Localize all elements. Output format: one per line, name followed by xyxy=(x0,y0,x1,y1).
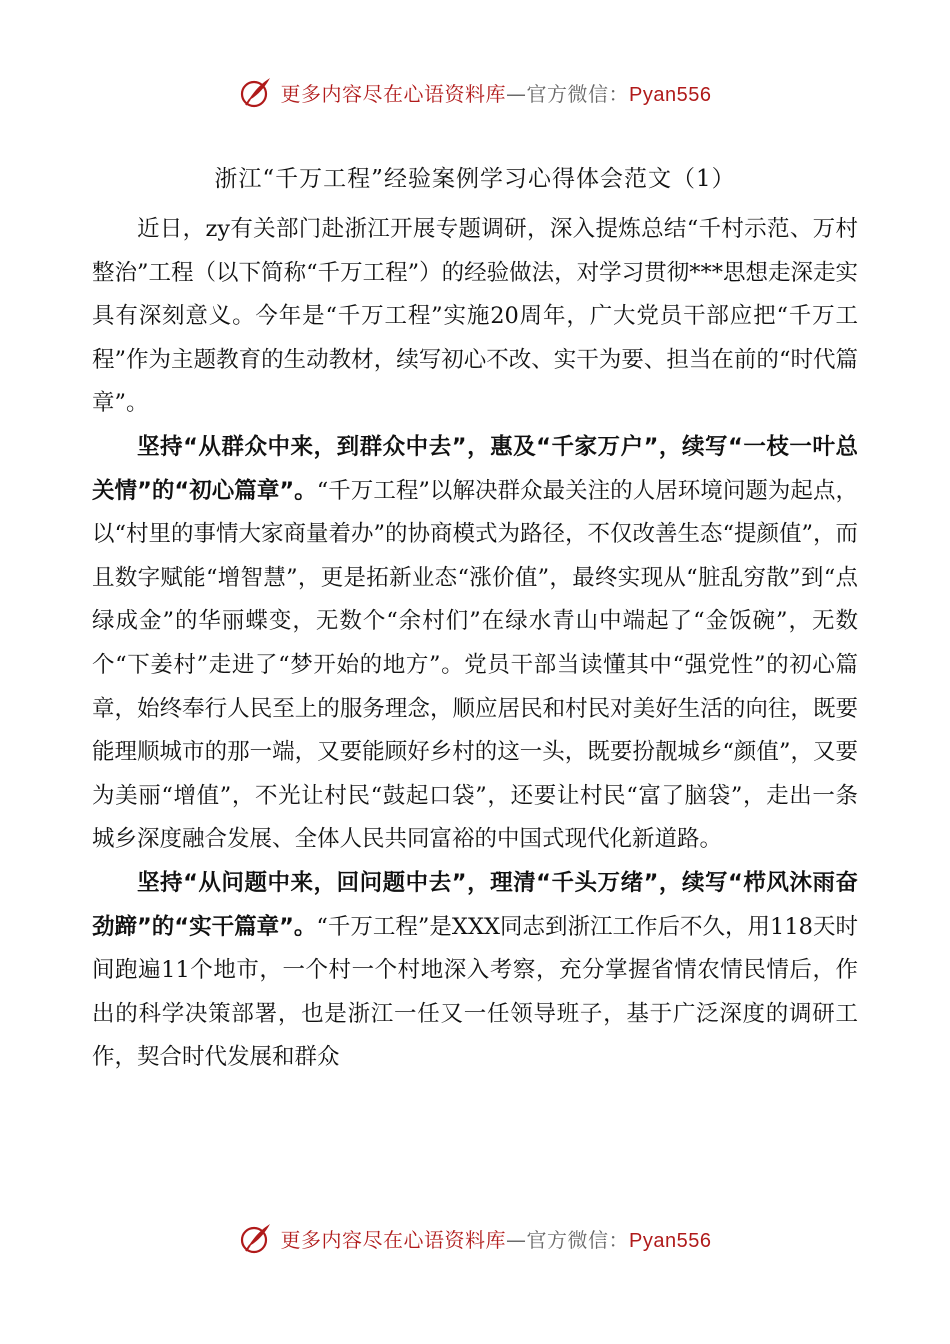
paragraph xyxy=(92,208,858,426)
quill-pen-logo xyxy=(239,1221,273,1255)
paragraph xyxy=(92,426,858,862)
banner-wechat-label: 官方微信： xyxy=(526,83,630,106)
paragraph-text: “千万工程”以解决群众最关注的人居环境问题为起点，以“村里的事情大家商量着办”的协商模式为路径，不仅改善生态“提颜值”，而且数字赋能“增智慧”，更是拓新业态“涨价值”，最终实现从“脏乱穷散”到“点绿成金”的华丽蝶变，无数个“余村们”在绿水青山中端起了“金饭碗”，无数个“下姜村”走进了“梦开始的地方”。党员干部当读懂其中“强党性”的初心篇章，始终奉行人民至上的服务理念，顺应居民和村民对美好生活的向往，既要能理顺城市的那一端，又要能顾好乡村的这一头，既要扮靓城乡“颜值”，又要为美丽“增值”，不光让村民“鼓起口袋”，还要让村民“富了脑袋”，走出一条城乡深度融合发展、全体人民共同富裕的中国式现代化新道路。 xyxy=(92,477,859,853)
banner-dash: — xyxy=(506,81,527,106)
banner-wechat-id: Pyan556 xyxy=(629,83,712,106)
paragraph-text: 近日，zy有关部门赴浙江开展专题调研，深入提炼总结“千村示范、万村整治”工程（以下简称“千万工程”）的经验做法，对学习贯彻***思想走深走实具有深刻意义。今年是“千万工程”实施20周年，广大党员干部应把“千万工程”作为主题教育的生动教材，续写初心不改、实干为要、担当在前的“时代篇章”。 xyxy=(92,216,858,417)
banner-text xyxy=(281,78,712,107)
header-watermark-banner xyxy=(0,72,950,112)
paragraph-lead: 坚持“从群众中来，到群众中去”，惠及“千家万户”，续写“一枝一叶总关情”的“初心篇章”。 xyxy=(92,433,858,504)
banner-brand: 更多内容尽在心语资料库 xyxy=(280,1227,507,1252)
banner-dash: — xyxy=(506,1227,527,1252)
document-body xyxy=(92,208,858,1080)
paragraph-lead: 坚持“从问题中来，回问题中去”，理清“千头万绪”，续写“栉风沐雨奋劲蹄”的“实干篇章”。 xyxy=(92,869,858,940)
paragraph xyxy=(92,862,858,1080)
quill-pen-logo xyxy=(239,75,273,109)
banner-wechat-id: Pyan556 xyxy=(629,1229,712,1252)
banner-text xyxy=(281,1224,712,1253)
footer-watermark-banner xyxy=(0,1218,950,1258)
banner-brand: 更多内容尽在心语资料库 xyxy=(280,81,507,106)
document-title: 浙江“千万工程”经验案例学习心得体会范文（1） xyxy=(214,166,736,192)
banner-wechat-label: 官方微信： xyxy=(526,1229,630,1252)
paragraph-text: “千万工程”是XXX同志到浙江工作后不久，用118天时间跑遍11个地市，一个村一个村地深入考察，充分掌握省情农情民情后，作出的科学决策部署，也是浙江一任又一任领导班子，基于广泛深度的调研工作，契合时代发展和群众 xyxy=(92,913,858,1071)
